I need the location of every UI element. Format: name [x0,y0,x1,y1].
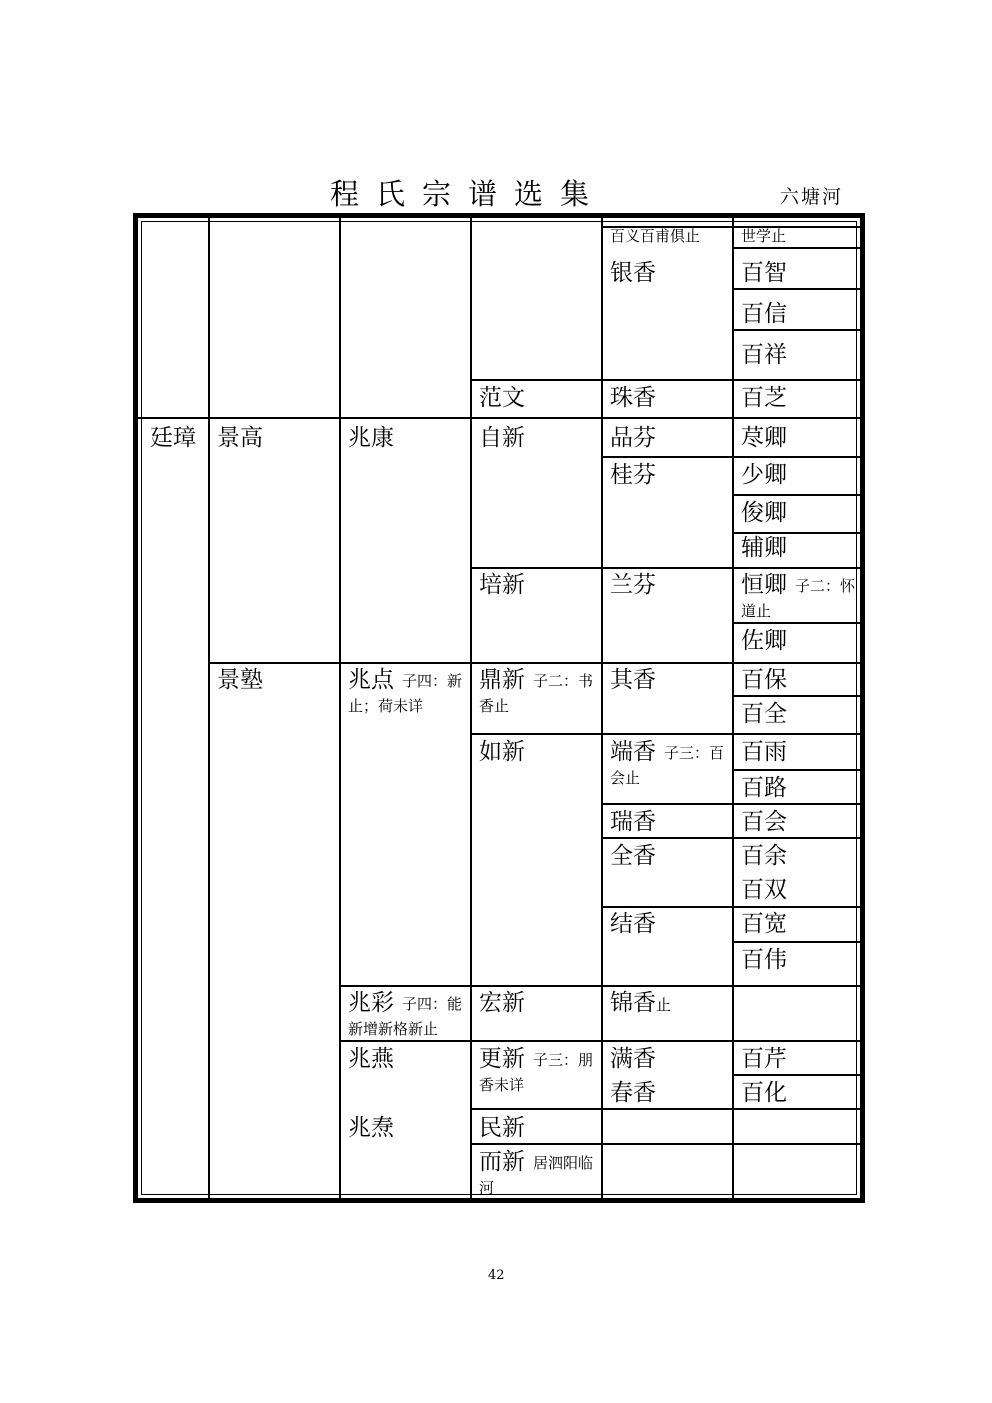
row-divider [732,329,861,331]
cell-note: 百义百甫俱止 [610,227,701,245]
cell-note: 止 [656,996,672,1014]
cell-note: 居泗阳临河 [479,1154,594,1197]
column-divider [601,218,603,1199]
cell-name: 银香 [610,260,656,286]
cell-name: 百智 [741,260,787,286]
cell-name: 百全 [741,701,787,727]
cell-name: 荩卿 [741,425,787,451]
cell-name: 景高 [217,425,263,451]
cell-name: 百余 [741,843,787,869]
cell-name: 结香 [610,911,656,937]
cell-name: 培新 [479,572,525,598]
row-divider [732,941,861,943]
row-divider [339,985,861,987]
row-divider [470,567,861,569]
cell-name: 百祥 [741,342,787,368]
row-divider [470,1108,861,1110]
cell-name: 俊卿 [741,500,787,526]
row-divider [601,906,861,908]
cell-name: 自新 [479,425,525,451]
column-divider [470,218,472,1199]
cell-name: 百雨 [741,739,787,765]
cell-note: 子四：新止；荷未详 [348,672,463,715]
column-divider [339,218,341,1199]
cell-note: 子三：百会止 [610,744,725,787]
row-divider [470,379,861,381]
cell-name: 百宽 [741,911,787,937]
row-divider [138,417,861,419]
cell-name: 民新 [479,1115,525,1141]
cell-name: 珠香 [610,385,656,411]
cell-name: 瑞香 [610,809,656,835]
cell-name: 满香 [610,1046,656,1072]
cell-name: 桂芬 [610,462,656,488]
cell-name: 其香 [610,667,656,693]
cell-name: 百芹 [741,1046,787,1072]
row-divider [208,662,861,664]
cell-name: 廷璋 [150,425,196,451]
cell-name: 恒卿 [741,572,787,598]
row-divider [470,1143,861,1145]
row-divider [470,733,861,735]
cell-name: 景塾 [217,667,263,693]
cell-name [610,988,671,1020]
row-divider [732,494,861,496]
cell-name: 百伟 [741,947,787,973]
row-divider [732,695,861,697]
cell-name: 百路 [741,775,787,801]
cell-note: 子三：朋香未详 [479,1051,594,1094]
column-divider [732,218,734,1199]
cell-name: 兆彩 [348,990,394,1016]
cell-name: 百会 [741,809,787,835]
row-divider [601,456,861,458]
document-title: 程氏宗谱选集 [330,177,607,211]
cell-name: 百信 [741,301,787,327]
cell-note: 世学止 [741,227,787,245]
document-location: 六塘河 [780,186,844,208]
column-divider [208,218,210,1199]
cell-name: 宏新 [479,990,525,1016]
cell-name: 鼎新 [479,667,525,693]
row-divider [601,837,861,839]
cell-name: 百化 [741,1080,787,1106]
cell-name: 兆点 [348,667,394,693]
cell-name: 辅卿 [741,535,787,561]
row-divider [732,1074,861,1076]
cell-name: 佐卿 [741,628,787,654]
cell-name: 兆燕 [348,1046,394,1072]
cell-name: 全香 [610,843,656,869]
cell-name-text: 锦香 [610,990,656,1016]
cell-name: 兆焘 [348,1115,394,1141]
cell-note: 子四：能新增新格新止 [348,995,463,1038]
cell-note: 子二：怀道止 [741,577,856,620]
cell-name: 兰芬 [610,572,656,598]
row-divider [732,769,861,771]
page-number: 42 [488,1268,505,1283]
cell-name: 更新 [479,1046,525,1072]
cell-name: 端香 [610,739,656,765]
cell-note: 子二：书香止 [479,672,594,715]
genealogy-table [133,213,865,1203]
cell-name: 而新 [479,1149,525,1175]
row-divider [732,288,861,290]
cell-name: 少卿 [741,462,787,488]
cell-name: 品芬 [610,425,656,451]
cell-name: 兆康 [348,425,394,451]
cell-name: 百芝 [741,385,787,411]
cell-name: 百保 [741,667,787,693]
row-divider [601,803,861,805]
cell-name: 范文 [479,385,525,411]
cell-name: 如新 [479,739,525,765]
cell-name: 百双 [741,877,787,903]
cell-name: 春香 [610,1080,656,1106]
